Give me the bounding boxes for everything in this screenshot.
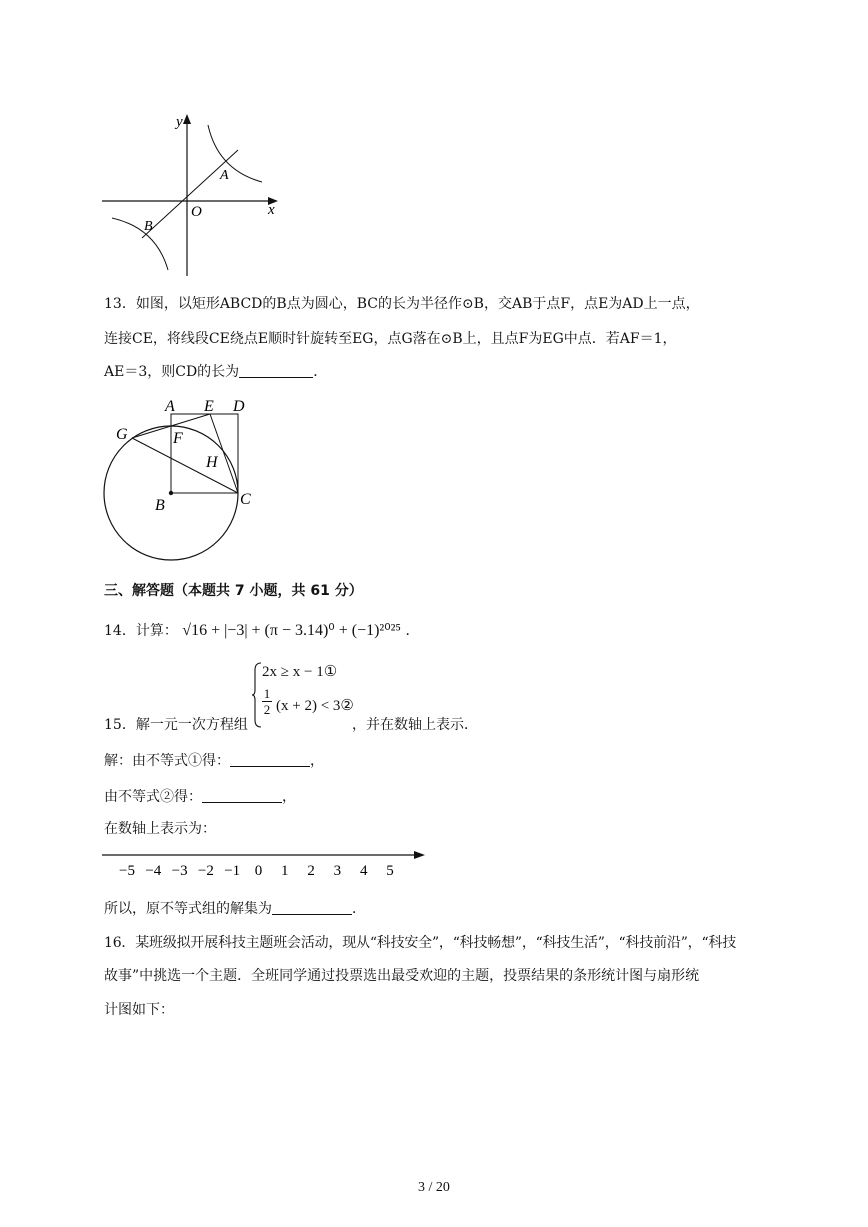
hyperbola-branch-2 bbox=[112, 218, 168, 270]
section-3-title: 三、解答题（本题共 7 小题，共 61 分） bbox=[104, 583, 363, 599]
q13-line3-suffix: ． bbox=[313, 364, 328, 380]
point-b-dot bbox=[169, 491, 173, 495]
y-axis-label: y bbox=[176, 114, 183, 130]
number-line-arrow bbox=[414, 851, 425, 859]
q15-step1-suffix: ， bbox=[310, 753, 324, 769]
q15-fraction bbox=[262, 686, 272, 717]
q15-step2 bbox=[104, 786, 296, 806]
q15-conclusion bbox=[104, 898, 366, 918]
label-h: H bbox=[206, 454, 218, 471]
q13-line2: 连接CE，将线段CE绕点E顺时针旋转至EG，点G落在⊙B上，且点F为EG中点．若AF＝1， bbox=[104, 331, 677, 347]
x-axis-label: x bbox=[268, 202, 275, 218]
q16-line1: 16．某班级拟开展科技主题班会活动，现从“科技安全”，“科技畅想”，“科技生活”，“科技前沿”，“科技 bbox=[104, 935, 737, 951]
number-line-tick-label: −1 bbox=[224, 863, 241, 879]
label-f: F bbox=[173, 430, 183, 447]
q15-system-brace bbox=[252, 662, 262, 728]
number-line-tick-label: −3 bbox=[171, 863, 188, 879]
q15-step2-blank[interactable] bbox=[202, 788, 282, 803]
q14-suffix: ． bbox=[405, 623, 420, 639]
q15-conclusion-blank[interactable] bbox=[272, 900, 352, 915]
q14-expression: √16 + |−3| + (π − 3.14)⁰ + (−1)²⁰²⁵ bbox=[182, 622, 401, 639]
q15-step1-blank[interactable] bbox=[230, 752, 310, 767]
q13-line3 bbox=[104, 361, 327, 381]
q15-fraction-den: 2 bbox=[263, 702, 271, 717]
origin-label: O bbox=[191, 204, 202, 220]
q16-line2: 故事”中挑选一个主题．全班同学通过投票选出最受欢迎的主题，投票结果的条形统计图与扇形统 bbox=[104, 968, 700, 984]
q15-step2-suffix: ， bbox=[282, 789, 296, 805]
number-line-ticks bbox=[119, 863, 394, 879]
page-number: 3 / 20 bbox=[418, 1180, 450, 1195]
label-d: D bbox=[233, 398, 245, 415]
q13-line3-prefix: AE＝3，则CD的长为 bbox=[104, 364, 240, 380]
number-line-tick-label: 5 bbox=[386, 863, 394, 879]
line-through-origin bbox=[142, 150, 238, 238]
label-a: A bbox=[165, 398, 175, 415]
hyperbola-branch-1 bbox=[208, 125, 262, 182]
q15-conclusion-suffix: ． bbox=[352, 901, 366, 917]
q15-conclusion-prefix: 所以，原不等式组的解集为 bbox=[104, 901, 272, 917]
number-line-tick-label: 1 bbox=[281, 863, 289, 879]
q15-step2-prefix: 由不等式②得： bbox=[104, 789, 202, 805]
q16-line3: 计图如下： bbox=[104, 1002, 174, 1018]
number-line-tick-label: 3 bbox=[333, 863, 342, 879]
number-line-tick-label: 0 bbox=[254, 863, 263, 879]
label-e: E bbox=[204, 398, 214, 415]
q13-answer-blank[interactable] bbox=[239, 363, 313, 378]
label-c: C bbox=[240, 491, 251, 508]
q15-system-line2: (x + 2) < 3② bbox=[276, 698, 354, 714]
number-line-tick-label: 4 bbox=[359, 863, 368, 879]
q14-prefix: 14．计算： bbox=[104, 623, 178, 639]
q15-step1 bbox=[104, 750, 324, 770]
q15-prefix: 15．解一元一次方程组 bbox=[104, 717, 248, 733]
segment-gc bbox=[132, 438, 238, 493]
figure-13 bbox=[96, 392, 266, 564]
point-a-label: A bbox=[220, 168, 229, 183]
coordinate-graph bbox=[100, 110, 290, 280]
number-line bbox=[100, 842, 430, 882]
rectangle-abcd bbox=[171, 414, 238, 493]
number-line-tick-label: −4 bbox=[145, 863, 162, 879]
q15-step1-prefix: 解：由不等式①得： bbox=[104, 753, 230, 769]
q15-system-line1: 2x ≥ x − 1① bbox=[262, 664, 338, 680]
point-b-label: B bbox=[144, 219, 153, 234]
number-line-tick-label: −5 bbox=[119, 863, 135, 879]
y-axis-arrow bbox=[183, 114, 191, 124]
q15-fraction-num: 1 bbox=[263, 686, 271, 701]
q15-step3: 在数轴上表示为： bbox=[104, 821, 216, 837]
q13-line1: 13．如图，以矩形ABCD的B点为圆心，BC的长为半径作⊙B，交AB于点F，点E为AD上一点， bbox=[104, 296, 700, 312]
number-line-tick-label: −2 bbox=[197, 863, 214, 879]
label-g: G bbox=[116, 426, 128, 443]
number-line-tick-label: 2 bbox=[307, 863, 315, 879]
q15-suffix: ，并在数轴上表示． bbox=[352, 717, 478, 733]
q14-line bbox=[104, 620, 419, 640]
label-b: B bbox=[155, 497, 165, 514]
